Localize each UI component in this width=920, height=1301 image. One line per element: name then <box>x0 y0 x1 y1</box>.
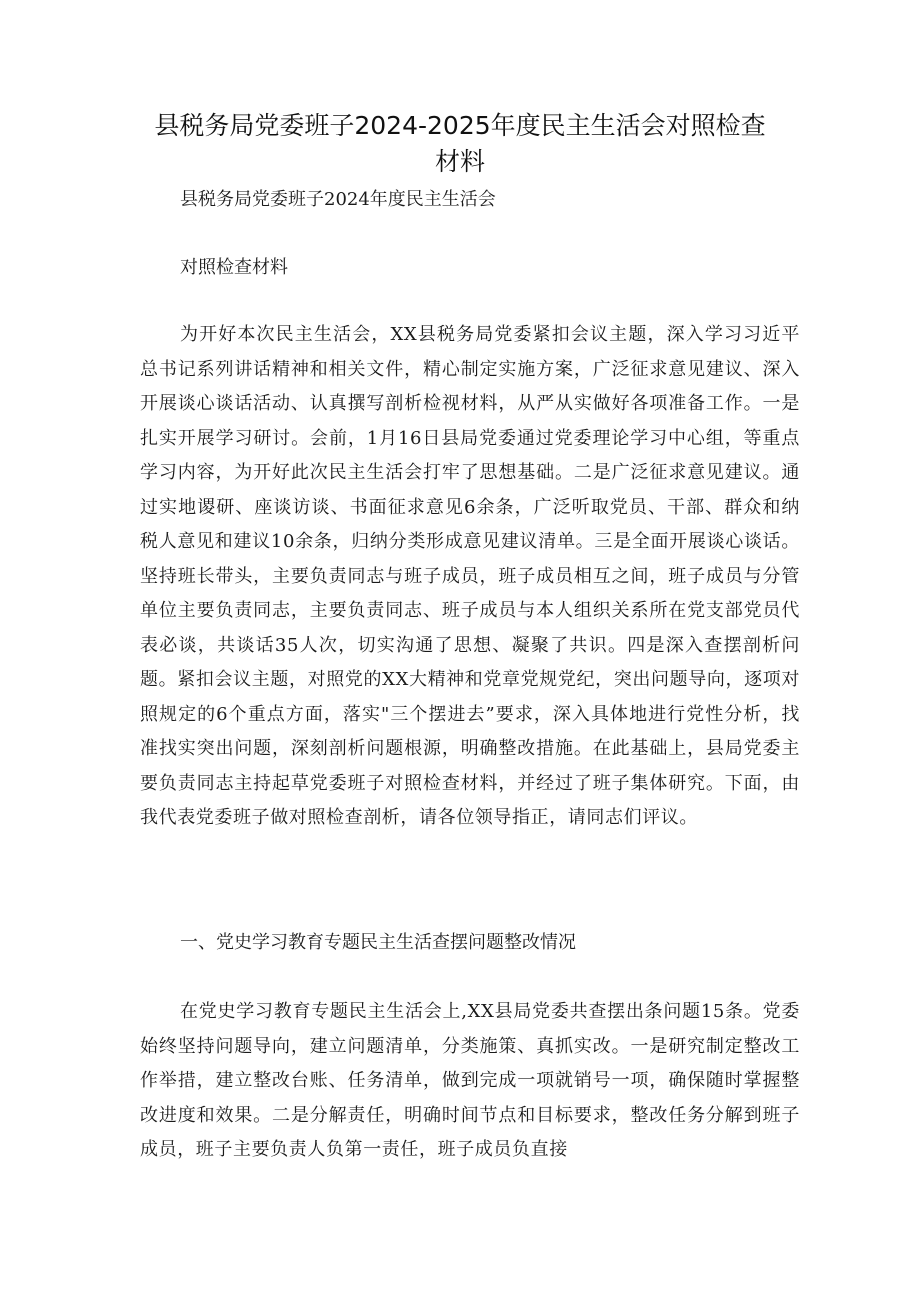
section-heading-1: 一、党史学习教育专题民主生活查摆问题整改情况 <box>180 932 576 953</box>
intro-paragraph: 为开好本次民主生活会，XX县税务局党委紧扣会议主题，深入学习习近平总书记系列讲话精神和相关文件，精心制定实施方案，广泛征求意见建议、深入开展谈心谈话活动、认真撰写剖析检视材料，从严从实做好各项准备工作。一是扎实开展学习研讨。会前，1月16日县局党委通过党委理论学习中心组，等重点学习内容，为开好此次民主生活会打牢了思想基础。二是广泛征求意见建议。通过实地谡研、座谈访谈、书面征求意见6余条，广泛听取党员、干部、群众和纳税人意见和建议10余条，归纳分类形成意见建议清单。三是全面开展谈心谈话。坚持班长带头，主要负责同志与班子成员，班子成员相互之间，班子成员与分管单位主要负责同志，主要负责同志、班子成员与本人组织关系所在党支部党员代表必谈，共谈话35人次，切实沟通了思想、凝聚了共识。四是深入查摆剖析问题。紧扣会议主题，对照党的XX大精神和党章党规党纪，突出问题导向，逐项对照规定的6个重点方面，落实"三个摆进去”要求，深入具体地进行党性分析，找准找实突出问题，深刻剖析问题根源，明确整改措施。在此基础上，县局党委主要负责同志主持起草党委班子对照检查材料，并经过了班子集体研究。下面，由我代表党委班子做对照检查剖析，请各位领导指正，请同志们评议。 <box>140 324 800 828</box>
document-title: 县税务局党委班子2024-2025年度民主生活会对照检查材料 <box>154 111 766 176</box>
document-subtitle-line1: 县税务局党委班子2024年度民主生活会 <box>180 189 496 210</box>
section-1-paragraph: 在党史学习教育专题民主生活会上,XX县局党委共查摆出条问题15条。党委始终坚持问题导向，建立问题清单，分类施策、真抓实改。一是研究制定整改工作举措，建立整改台账、任务清单，做到完成一项就销号一项，确保随时掌握整改进度和效果。二是分解责任，明确时间节点和目标要求，整改任务分解到班子成员，班子主要负责人负第一责任，班子成员负直接 <box>140 1001 800 1160</box>
document-subtitle-line2: 对照检查材料 <box>180 257 288 278</box>
